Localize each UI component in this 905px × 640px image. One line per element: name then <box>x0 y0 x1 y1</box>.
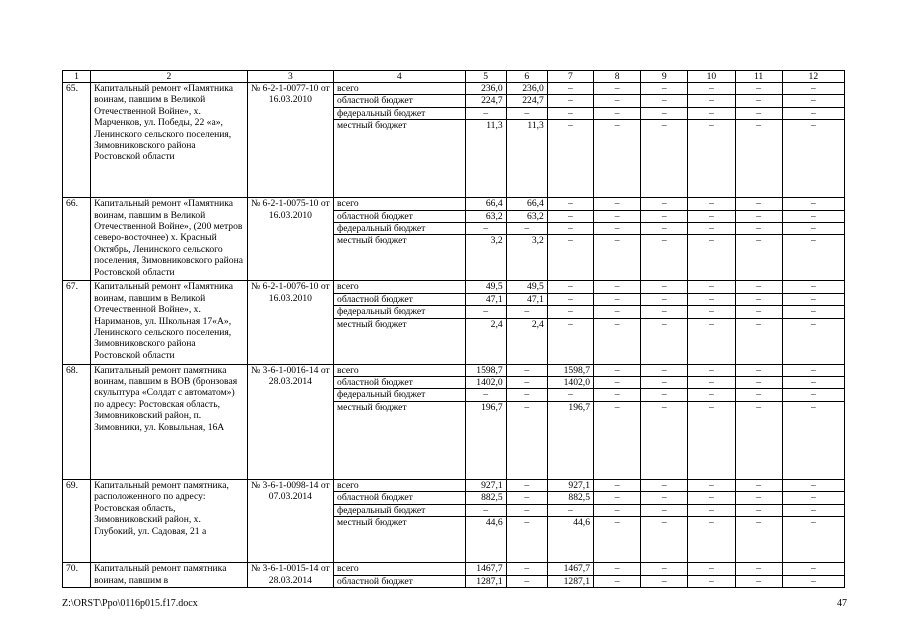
header-row <box>63 71 845 83</box>
value-cell: – <box>782 120 844 198</box>
value-cell: 47,1 <box>506 293 547 305</box>
value-cell: – <box>688 377 735 389</box>
value-cell: – <box>641 83 688 95</box>
value-cell: 44,6 <box>465 517 506 563</box>
value-cell: – <box>735 306 782 318</box>
value-cell: – <box>688 563 735 575</box>
value-cell: – <box>594 377 641 389</box>
row-number: 65. <box>63 83 91 198</box>
value-cell: 11,3 <box>506 120 547 198</box>
value-cell: – <box>735 517 782 563</box>
value-cell: – <box>465 504 506 516</box>
value-cell: 49,5 <box>506 281 547 293</box>
funding-source: областной бюджет <box>334 492 466 504</box>
value-cell: – <box>688 306 735 318</box>
value-cell: – <box>735 479 782 491</box>
value-cell: – <box>735 95 782 107</box>
value-cell: – <box>506 492 547 504</box>
value-cell: 1598,7 <box>547 364 593 376</box>
value-cell: – <box>594 210 641 222</box>
value-cell: 47,1 <box>465 293 506 305</box>
value-cell: – <box>782 563 844 575</box>
funding-source: областной бюджет <box>334 293 466 305</box>
value-cell: – <box>506 479 547 491</box>
value-cell: – <box>594 95 641 107</box>
value-cell: – <box>547 223 593 235</box>
value-cell: – <box>782 517 844 563</box>
value-cell: – <box>688 318 735 364</box>
table-row <box>63 198 845 210</box>
document-number: № 6-2-1-0075-10 от 16.03.2010 <box>247 198 333 281</box>
row-number: 66. <box>63 198 91 281</box>
value-cell: – <box>594 517 641 563</box>
value-cell: 1598,7 <box>465 364 506 376</box>
value-cell: – <box>782 293 844 305</box>
value-cell: – <box>594 198 641 210</box>
value-cell: – <box>688 210 735 222</box>
value-cell: – <box>735 235 782 281</box>
row-number: 69. <box>63 479 91 562</box>
value-cell: – <box>641 377 688 389</box>
document-number: № 6-2-1-0077-10 от 16.03.2010 <box>247 83 333 198</box>
value-cell: – <box>735 120 782 198</box>
value-cell: – <box>688 293 735 305</box>
funding-source: всего <box>334 364 466 376</box>
value-cell: – <box>506 563 547 575</box>
document-number: № 6-2-1-0076-10 от 16.03.2010 <box>247 281 333 364</box>
header-cell: 2 <box>91 71 248 83</box>
value-cell: – <box>641 575 688 587</box>
value-cell: – <box>641 364 688 376</box>
funding-source: областной бюджет <box>334 95 466 107</box>
budget-table <box>62 70 845 588</box>
value-cell: 3,2 <box>465 235 506 281</box>
value-cell: – <box>547 318 593 364</box>
header-cell: 9 <box>641 71 688 83</box>
value-cell: – <box>782 492 844 504</box>
value-cell: 882,5 <box>547 492 593 504</box>
value-cell: – <box>735 492 782 504</box>
value-cell: – <box>641 210 688 222</box>
funding-source: местный бюджет <box>334 235 466 281</box>
value-cell: – <box>465 306 506 318</box>
value-cell: – <box>641 479 688 491</box>
value-cell: – <box>688 479 735 491</box>
value-cell: – <box>641 120 688 198</box>
funding-source: федеральный бюджет <box>334 107 466 119</box>
row-number: 68. <box>63 364 91 479</box>
value-cell: – <box>735 575 782 587</box>
value-cell: – <box>782 401 844 479</box>
value-cell: 196,7 <box>547 401 593 479</box>
value-cell: – <box>547 389 593 401</box>
value-cell: – <box>641 504 688 516</box>
value-cell: – <box>782 306 844 318</box>
value-cell: 224,7 <box>506 95 547 107</box>
value-cell: – <box>782 575 844 587</box>
header-cell: 11 <box>735 71 782 83</box>
header-cell: 7 <box>547 71 593 83</box>
value-cell: – <box>594 401 641 479</box>
value-cell: – <box>547 281 593 293</box>
funding-source: всего <box>334 198 466 210</box>
value-cell: – <box>782 210 844 222</box>
value-cell: – <box>594 563 641 575</box>
value-cell: – <box>735 401 782 479</box>
value-cell: – <box>547 120 593 198</box>
value-cell: 927,1 <box>547 479 593 491</box>
value-cell: – <box>688 575 735 587</box>
value-cell: – <box>782 95 844 107</box>
value-cell: 11,3 <box>465 120 506 198</box>
object-name: Капитальный ремонт «Памятника воинам, павшим в Великой Отечественной Войне», х. Марченков, ул. Победы, 22 «а», Ленинского сельского поселения, Зимовниковского района Ростовской области <box>91 83 248 198</box>
funding-source: местный бюджет <box>334 120 466 198</box>
header-cell: 3 <box>247 71 333 83</box>
value-cell: – <box>782 364 844 376</box>
value-cell: – <box>547 504 593 516</box>
value-cell: – <box>735 563 782 575</box>
value-cell: – <box>735 198 782 210</box>
value-cell: – <box>688 389 735 401</box>
funding-source: областной бюджет <box>334 575 466 587</box>
value-cell: – <box>735 281 782 293</box>
value-cell: – <box>688 223 735 235</box>
value-cell: 927,1 <box>465 479 506 491</box>
document-number: № 3-6-1-0098-14 от 07.03.2014 <box>247 479 333 562</box>
table-row <box>63 281 845 293</box>
value-cell: 236,0 <box>465 83 506 95</box>
value-cell: – <box>641 198 688 210</box>
value-cell: 63,2 <box>465 210 506 222</box>
document-number: № 3-6-1-0016-14 от 28.03.2014 <box>247 364 333 479</box>
value-cell: – <box>465 223 506 235</box>
table-row <box>63 479 845 491</box>
value-cell: – <box>688 492 735 504</box>
value-cell: – <box>782 235 844 281</box>
value-cell: – <box>688 401 735 479</box>
value-cell: – <box>688 120 735 198</box>
value-cell: – <box>735 107 782 119</box>
value-cell: – <box>735 364 782 376</box>
value-cell: – <box>506 223 547 235</box>
object-name: Капитальный ремонт памятника воинам, павшим в <box>91 563 248 588</box>
table-row <box>63 83 845 95</box>
value-cell: – <box>688 281 735 293</box>
value-cell: – <box>547 210 593 222</box>
object-name: Капитальный ремонт «Памятника воинам, павшим в Великой Отечественной Войне», (200 метров северо-восточнее) х. Красный Октябрь, Ленинского сельского поселения, Зимовниковского района Ростовской области <box>91 198 248 281</box>
funding-source: всего <box>334 281 466 293</box>
funding-source: всего <box>334 83 466 95</box>
value-cell: – <box>506 377 547 389</box>
header-cell: 6 <box>506 71 547 83</box>
value-cell: – <box>641 389 688 401</box>
value-cell: – <box>688 95 735 107</box>
value-cell: – <box>506 575 547 587</box>
funding-source: всего <box>334 479 466 491</box>
value-cell: – <box>547 95 593 107</box>
value-cell: – <box>547 235 593 281</box>
header-cell: 8 <box>594 71 641 83</box>
value-cell: – <box>641 95 688 107</box>
document-number: № 3-6-1-0015-14 от 28.03.2014 <box>247 563 333 588</box>
funding-source: областной бюджет <box>334 210 466 222</box>
object-name: Капитальный ремонт памятника, расположенного по адресу: Ростовская область, Зимовниковский район, х. Глубокий, ул. Садовая, 21 а <box>91 479 248 562</box>
value-cell: – <box>465 389 506 401</box>
funding-source: федеральный бюджет <box>334 223 466 235</box>
value-cell: – <box>782 83 844 95</box>
funding-source: федеральный бюджет <box>334 504 466 516</box>
value-cell: – <box>594 120 641 198</box>
value-cell: – <box>547 306 593 318</box>
value-cell: 66,4 <box>465 198 506 210</box>
value-cell: – <box>735 389 782 401</box>
header-cell: 4 <box>334 71 466 83</box>
header-cell: 1 <box>63 71 91 83</box>
value-cell: – <box>506 517 547 563</box>
value-cell: – <box>735 504 782 516</box>
value-cell: – <box>594 504 641 516</box>
value-cell: – <box>735 293 782 305</box>
value-cell: – <box>506 364 547 376</box>
page-number: 47 <box>837 598 847 609</box>
value-cell: – <box>688 198 735 210</box>
value-cell: – <box>782 107 844 119</box>
value-cell: – <box>735 223 782 235</box>
value-cell: – <box>594 492 641 504</box>
value-cell: – <box>547 107 593 119</box>
value-cell: – <box>782 389 844 401</box>
funding-source: всего <box>334 563 466 575</box>
value-cell: – <box>594 235 641 281</box>
value-cell: 49,5 <box>465 281 506 293</box>
funding-source: местный бюджет <box>334 517 466 563</box>
value-cell: – <box>782 281 844 293</box>
value-cell: – <box>465 107 506 119</box>
header-cell: 10 <box>688 71 735 83</box>
value-cell: – <box>641 563 688 575</box>
value-cell: – <box>782 198 844 210</box>
table-row <box>63 364 845 376</box>
row-number: 70. <box>63 563 91 588</box>
value-cell: – <box>782 318 844 364</box>
funding-source: областной бюджет <box>334 377 466 389</box>
value-cell: – <box>547 293 593 305</box>
value-cell: 2,4 <box>506 318 547 364</box>
header-cell: 5 <box>465 71 506 83</box>
value-cell: 1402,0 <box>465 377 506 389</box>
value-cell: 882,5 <box>465 492 506 504</box>
value-cell: – <box>506 306 547 318</box>
value-cell: – <box>641 517 688 563</box>
row-number: 67. <box>63 281 91 364</box>
value-cell: – <box>782 223 844 235</box>
value-cell: – <box>506 107 547 119</box>
value-cell: – <box>735 377 782 389</box>
value-cell: – <box>594 389 641 401</box>
value-cell: – <box>506 504 547 516</box>
value-cell: – <box>641 306 688 318</box>
value-cell: 3,2 <box>506 235 547 281</box>
value-cell: – <box>594 293 641 305</box>
value-cell: – <box>594 83 641 95</box>
funding-source: федеральный бюджет <box>334 389 466 401</box>
funding-source: местный бюджет <box>334 401 466 479</box>
value-cell: – <box>641 293 688 305</box>
value-cell: 1467,7 <box>547 563 593 575</box>
file-path: Z:\ORST\Ppo\0116p015.f17.docx <box>62 598 198 609</box>
value-cell: – <box>735 318 782 364</box>
value-cell: – <box>735 210 782 222</box>
value-cell: – <box>782 377 844 389</box>
value-cell: – <box>594 479 641 491</box>
value-cell: – <box>641 281 688 293</box>
value-cell: – <box>547 83 593 95</box>
value-cell: – <box>782 504 844 516</box>
value-cell: – <box>688 517 735 563</box>
value-cell: 2,4 <box>465 318 506 364</box>
value-cell: – <box>688 107 735 119</box>
value-cell: – <box>641 235 688 281</box>
value-cell: – <box>782 479 844 491</box>
value-cell: – <box>506 389 547 401</box>
value-cell: – <box>594 223 641 235</box>
value-cell: 1402,0 <box>547 377 593 389</box>
funding-source: местный бюджет <box>334 318 466 364</box>
value-cell: – <box>594 575 641 587</box>
value-cell: 1467,7 <box>465 563 506 575</box>
value-cell: – <box>594 281 641 293</box>
value-cell: 236,0 <box>506 83 547 95</box>
value-cell: 1287,1 <box>465 575 506 587</box>
value-cell: – <box>688 504 735 516</box>
value-cell: 1287,1 <box>547 575 593 587</box>
value-cell: – <box>547 198 593 210</box>
value-cell: 63,2 <box>506 210 547 222</box>
value-cell: 44,6 <box>547 517 593 563</box>
value-cell: – <box>641 318 688 364</box>
value-cell: – <box>688 364 735 376</box>
value-cell: – <box>641 223 688 235</box>
value-cell: – <box>594 107 641 119</box>
funding-source: федеральный бюджет <box>334 306 466 318</box>
value-cell: 196,7 <box>465 401 506 479</box>
value-cell: – <box>688 235 735 281</box>
value-cell: – <box>641 492 688 504</box>
value-cell: 224,7 <box>465 95 506 107</box>
value-cell: – <box>594 306 641 318</box>
header-cell: 12 <box>782 71 844 83</box>
object-name: Капитальный ремонт «Памятника воинам, павшим в Великой Отечественной Войне», х. Нариманов, ул. Школьная 17«А», Ленинского сельского поселения, Зимовниковского района Ростовской области <box>91 281 248 364</box>
object-name: Капитальный ремонт памятника воинам, павшим в ВОВ (бронзовая скульптура «Солдат с автоматом») по адресу: Ростовская область, Зимовниковский район, п. Зимовники, ул. Ковыльная, 16А <box>91 364 248 479</box>
value-cell: – <box>594 364 641 376</box>
value-cell: – <box>641 107 688 119</box>
value-cell: – <box>688 83 735 95</box>
table-row <box>63 563 845 575</box>
value-cell: – <box>641 401 688 479</box>
value-cell: – <box>594 318 641 364</box>
value-cell: – <box>735 83 782 95</box>
value-cell: 66,4 <box>506 198 547 210</box>
value-cell: – <box>506 401 547 479</box>
